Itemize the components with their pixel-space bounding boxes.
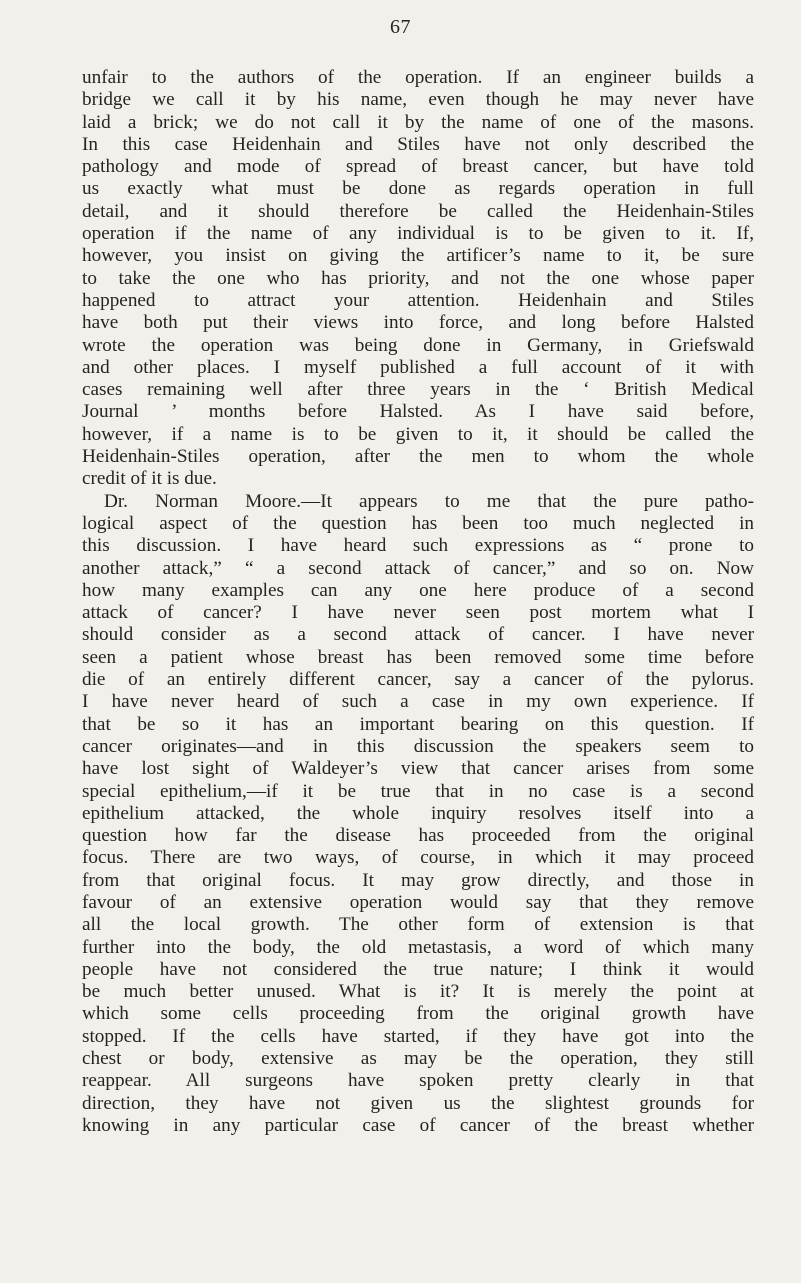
text-line: and other places. I myself published a full account of it with (82, 356, 754, 378)
text-line: be much better unused. What is it? It is merely the point at (82, 981, 754, 1003)
text-line: detail, and it should therefore be called the Heidenhain-Stiles (82, 200, 754, 222)
text-line: chest or body, extensive as may be the operation, they still (82, 1048, 754, 1070)
text-line: however, if a name is to be given to it, it should be called the (82, 423, 754, 445)
text-line: should consider as a second attack of cancer. I have never (82, 624, 754, 646)
text-line: attack of cancer? I have never seen post mortem what I (82, 602, 754, 624)
text-line: further into the body, the old metastasis, a word of which many (82, 936, 754, 958)
text-line: reappear. All surgeons have spoken pretty clearly in that (82, 1070, 754, 1092)
text-line: Journal ’ months before Halsted. As I have said before, (82, 401, 754, 423)
text-line: bridge we call it by his name, even though he may never have (82, 89, 754, 111)
text-line: cancer originates—and in this discussion the speakers seem to (82, 735, 754, 757)
text-line: laid a brick; we do not call it by the name of one of the masons. (82, 111, 754, 133)
text-line: wrote the operation was being done in Germany, in Griefswald (82, 334, 754, 356)
text-line: however, you insist on giving the artificer’s name to it, be sure (82, 245, 754, 267)
text-line: how many examples can any one here produce of a second (82, 579, 754, 601)
text-line: happened to attract your attention. Heidenhain and Stiles (82, 289, 754, 311)
text-line: to take the one who has priority, and not the one whose paper (82, 267, 754, 289)
text-line: people have not considered the true nature; I think it would (82, 958, 754, 980)
text-line: Heidenhain-Stiles operation, after the men to whom the whole (82, 446, 754, 468)
text-line: knowing in any particular case of cancer of the breast whether (82, 1114, 754, 1136)
text-line: pathology and mode of spread of breast cancer, but have told (82, 156, 754, 178)
text-line: Dr. Norman Moore.—It appears to me that the pure patho- (104, 490, 754, 512)
text-line: die of an entirely different cancer, say a cancer of the pylorus. (82, 669, 754, 691)
text-line: epithelium attacked, the whole inquiry resolves itself into a (82, 802, 754, 824)
text-line: this discussion. I have heard such expressions as “ prone to (82, 535, 754, 557)
text-line: cases remaining well after three years in the ‘ British Medical (82, 379, 754, 401)
text-line: I have never heard of such a case in my own experience. If (82, 691, 754, 713)
text-line: favour of an extensive operation would say that they remove (82, 891, 754, 913)
text-line: In this case Heidenhain and Stiles have not only described the (82, 133, 754, 155)
text-line: direction, they have not given us the slightest grounds for (82, 1092, 754, 1114)
text-line: another attack,” “ a second attack of cancer,” and so on. Now (82, 557, 754, 579)
text-line: that be so it has an important bearing on this question. If (82, 713, 754, 735)
text-line: focus. There are two ways, of course, in which it may proceed (82, 847, 754, 869)
text-line: all the local growth. The other form of extension is that (82, 914, 754, 936)
body-text (82, 67, 754, 1137)
text-line: special epithelium,—if it be true that in no case is a second (82, 780, 754, 802)
text-line: seen a patient whose breast has been removed some time before (82, 646, 754, 668)
text-line: operation if the name of any individual is to be given to it. If, (82, 223, 754, 245)
text-line: which some cells proceeding from the original growth have (82, 1003, 754, 1025)
text-line: have both put their views into force, and long before Halsted (82, 312, 754, 334)
text-line: credit of it is due. (82, 468, 217, 490)
text-line: stopped. If the cells have started, if they have got into the (82, 1025, 754, 1047)
text-line: unfair to the authors of the operation. If an engineer builds a (82, 67, 754, 88)
page-number: 67 (390, 16, 411, 38)
text-line: logical aspect of the question has been too much neglected in (82, 512, 754, 534)
text-line: question how far the disease has proceeded from the original (82, 825, 754, 847)
text-line: have lost sight of Waldeyer’s view that cancer arises from some (82, 758, 754, 780)
text-line: us exactly what must be done as regards operation in full (82, 178, 754, 200)
text-line: from that original focus. It may grow directly, and those in (82, 869, 754, 891)
